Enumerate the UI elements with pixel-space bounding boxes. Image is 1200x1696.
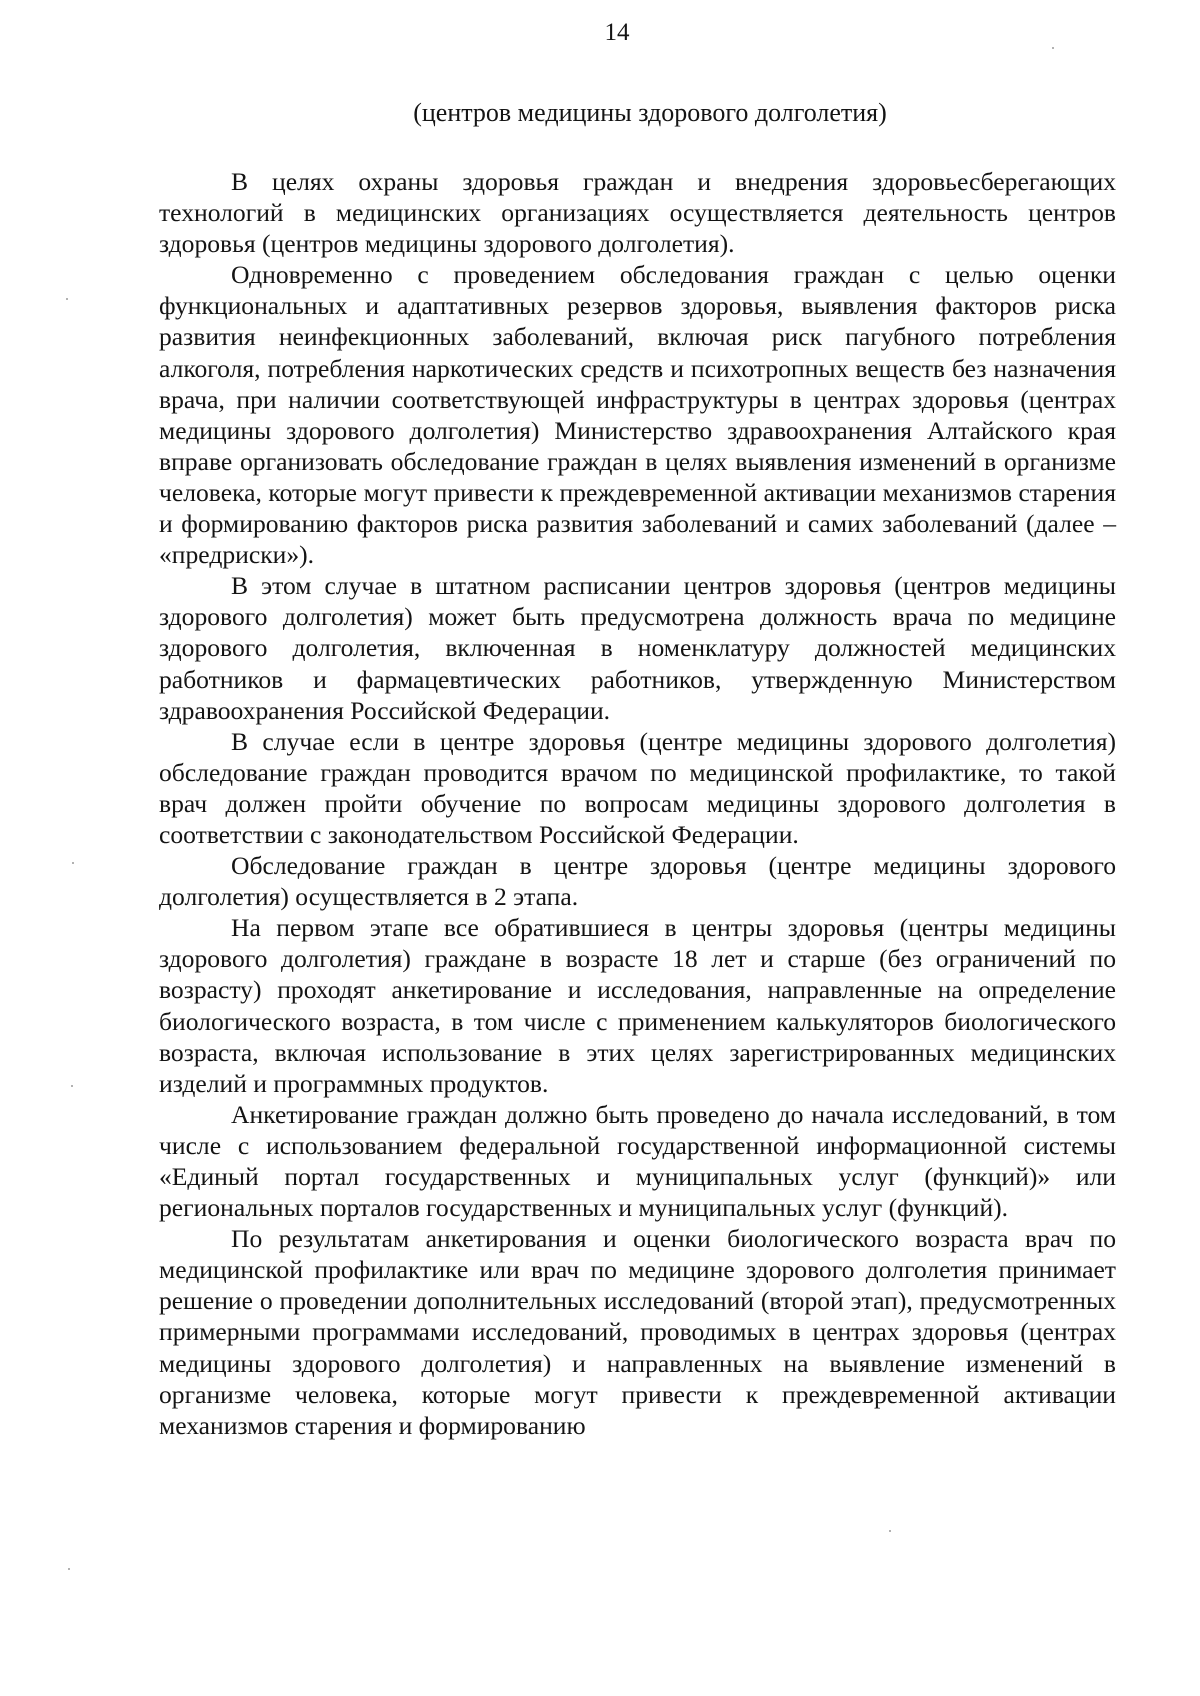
paragraph-7: Анкетирование граждан должно быть проведено до начала исследований, в том числе с использованием федеральной государственной информационной системы «Единый портал государственных и муниципальных услуг (функций)» или региональных порталов государственных и муниципальных услуг (функций). <box>159 1099 1116 1223</box>
scan-speck <box>72 862 74 864</box>
paragraph-3: В этом случае в штатном расписании центров здоровья (центров медицины здорового долголетия) может быть предусмотрена должность врача по медицине здорового долголетия, включенная в номенклатуру должностей медицинских работников и фармацевтических работников, утвержденную Министерством здравоохранения Российской Федерации. <box>159 571 1116 725</box>
scan-speck <box>71 1085 73 1087</box>
paragraph-8: По результатам анкетирования и оценки биологического возраста врач по медицинской профилактике или врач по медицине здорового долголетия принимает решение о проведении дополнительных исследований (второй этап), предусмотренных примерными программами исследований, проводимых в центрах здоровья (центрах медицины здорового долголетия) и направленных на выявление изменений в организме человека, которые могут привести к преждевременной активации механизмов старения и формированию <box>159 1224 1116 1440</box>
scan-speck <box>889 1530 891 1532</box>
document-body <box>159 166 1116 1441</box>
scan-speck <box>1052 47 1054 49</box>
paragraph-4: В случае если в центре здоровья (центре медицины здорового долголетия) обследование граждан проводится врачом по медицинской профилактике, то такой врач должен пройти обучение по вопросам медицины здорового долголетия в соответствии с законодательством Российской Федерации. <box>159 726 1116 849</box>
paragraph-5: Обследование граждан в центре здоровья (центре медицины здорового долголетия) осуществляется в 2 этапа. <box>159 851 1116 912</box>
paragraph-2: Одновременно с проведением обследования граждан с целью оценки функциональных и адаптативных резервов здоровья, выявления факторов риска развития неинфекционных заболеваний, включая риск пагубного потребления алкоголя, потребления наркотических средств и психотропных веществ без назначения врача, при наличии соответствующей инфраструктуры в центрах здоровья (центрах медицины здорового долголетия) Министерство здравоохранения Алтайского края вправе организовать обследование граждан в целях выявления изменений в организме человека, которые могут привести к преждевременной активации механизмов старения и формированию факторов риска развития заболеваний и самих заболеваний (далее – «предриски»). <box>159 260 1116 570</box>
paragraph-1: В целях охраны здоровья граждан и внедрения здоровьесберегающих технологий в медицинских организациях осуществляется деятельность центров здоровья (центров медицины здорового долголетия). <box>159 167 1116 259</box>
scan-speck <box>66 298 68 300</box>
scan-speck <box>68 1568 70 1570</box>
page-number: 14 <box>604 19 630 46</box>
paragraph-6: На первом этапе все обратившиеся в центры здоровья (центры медицины здорового долголетия) граждане в возрасте 18 лет и старше (без ограничений по возрасту) проходят анкетирование и исследования, направленные на определение биологического возраста, в том числе с применением калькуляторов биологического возраста, включая использование в этих целях зарегистрированных медицинских изделий и программных продуктов. <box>159 913 1116 1098</box>
section-heading: (центров медицины здорового долголетия) <box>413 98 887 127</box>
